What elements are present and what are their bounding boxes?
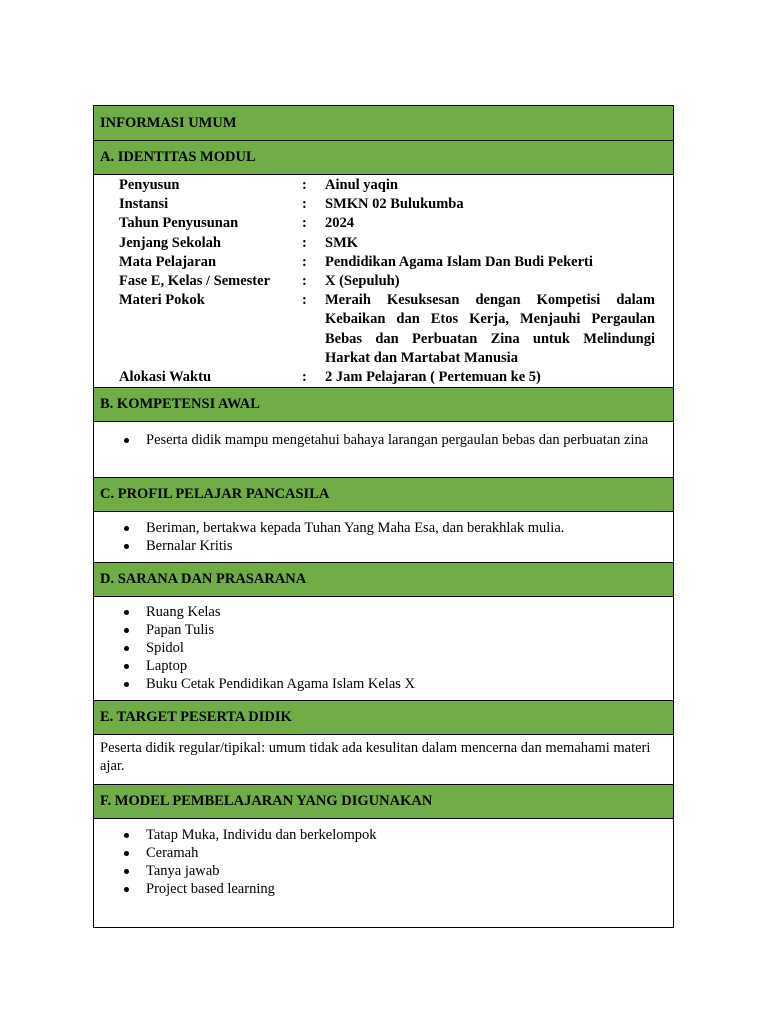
- row-value: 2 Jam Pelajaran ( Pertemuan ke 5): [325, 369, 541, 386]
- identitas-row: [119, 253, 655, 272]
- section-header-kompetensi: [94, 388, 673, 422]
- list-item: Ceramah: [94, 844, 673, 862]
- section-header-informasi-umum: [94, 106, 673, 141]
- list-item: Tanya jawab: [94, 862, 673, 880]
- list-item: Spidol: [94, 639, 673, 657]
- row-label: Jenjang Sekolah: [119, 234, 221, 251]
- row-label: Tahun Penyusunan: [119, 215, 239, 232]
- row-value: X (Sepuluh): [325, 273, 400, 290]
- section-title: A. IDENTITAS MODUL: [100, 149, 256, 165]
- section-header-sarana: [94, 563, 673, 597]
- row-label: Materi Pokok: [119, 292, 205, 309]
- section-header-profil: [94, 478, 673, 512]
- row-colon: :: [302, 234, 307, 251]
- row-value: SMK: [325, 234, 359, 251]
- row-colon: :: [302, 369, 307, 386]
- identitas-row: [119, 214, 655, 233]
- list-item: Bernalar Kritis: [94, 537, 673, 555]
- identitas-row: [119, 368, 655, 387]
- section-header-identitas: [94, 141, 673, 175]
- row-colon: :: [302, 253, 307, 270]
- section-title: C. PROFIL PELAJAR PANCASILA: [100, 486, 330, 502]
- row-label: Fase E, Kelas / Semester: [119, 273, 271, 290]
- row-value: Pendidikan Agama Islam Dan Budi Pekerti: [325, 253, 593, 270]
- list-item: Laptop: [94, 657, 673, 675]
- section-header-model: [94, 785, 673, 819]
- profil-body: [94, 512, 673, 563]
- document-title: INFORMASI UMUM: [100, 114, 237, 131]
- row-value: Ainul yaqin: [325, 177, 398, 193]
- identitas-row: [119, 272, 655, 291]
- kompetensi-body: [94, 422, 673, 478]
- row-colon: :: [302, 292, 307, 309]
- identitas-row: [119, 176, 655, 195]
- row-label: Instansi: [119, 196, 169, 213]
- list-item: Tatap Muka, Individu dan berkelompok: [94, 826, 673, 844]
- row-colon: :: [302, 273, 307, 290]
- section-title: D. SARANA DAN PRASARANA: [100, 571, 307, 587]
- target-text: Peserta didik regular/tipikal: umum tidak ada kesulitan dalam mencerna dan memahami materi ajar.: [100, 740, 651, 774]
- module-document: [93, 105, 674, 928]
- target-body: [94, 735, 673, 785]
- row-value: Meraih Kesuksesan dengan Kompetisi dalam Kebaikan dan Etos Kerja, Menjauhi Pergaulan Bebas dan Perbuatan Zina untuk Melindungi Harkat dan Martabat Manusia: [325, 292, 655, 366]
- identitas-row: [119, 291, 655, 368]
- row-colon: :: [302, 177, 307, 193]
- list-item: Papan Tulis: [94, 621, 673, 639]
- bullet-list: [94, 826, 673, 898]
- list-item: Project based learning: [94, 880, 673, 898]
- row-colon: :: [302, 215, 307, 232]
- row-colon: :: [302, 196, 307, 213]
- section-title: F. MODEL PEMBELAJARAN YANG DIGUNAKAN: [100, 793, 433, 809]
- model-body: [94, 819, 673, 927]
- section-title: B. KOMPETENSI AWAL: [100, 396, 260, 412]
- section-header-target: [94, 701, 673, 735]
- identitas-body: [94, 175, 673, 388]
- identitas-row: [119, 234, 655, 253]
- bullet-list: [94, 431, 673, 449]
- bullet-list: [94, 519, 673, 555]
- row-label: Mata Pelajaran: [119, 253, 217, 270]
- row-label: Penyusun: [119, 177, 180, 193]
- bullet-list: [94, 603, 673, 693]
- list-item: Ruang Kelas: [94, 603, 673, 621]
- list-item: Peserta didik mampu mengetahui bahaya larangan pergaulan bebas dan perbuatan zina: [94, 431, 673, 449]
- row-value: 2024: [325, 215, 354, 232]
- list-item: Beriman, bertakwa kepada Tuhan Yang Maha Esa, dan berakhlak mulia.: [94, 519, 673, 537]
- identitas-row: [119, 195, 655, 214]
- row-label: Alokasi Waktu: [119, 369, 212, 386]
- section-title: E. TARGET PESERTA DIDIK: [100, 709, 292, 725]
- sarana-body: [94, 597, 673, 701]
- list-item: Buku Cetak Pendidikan Agama Islam Kelas X: [94, 675, 673, 693]
- row-value: SMKN 02 Bulukumba: [325, 196, 464, 213]
